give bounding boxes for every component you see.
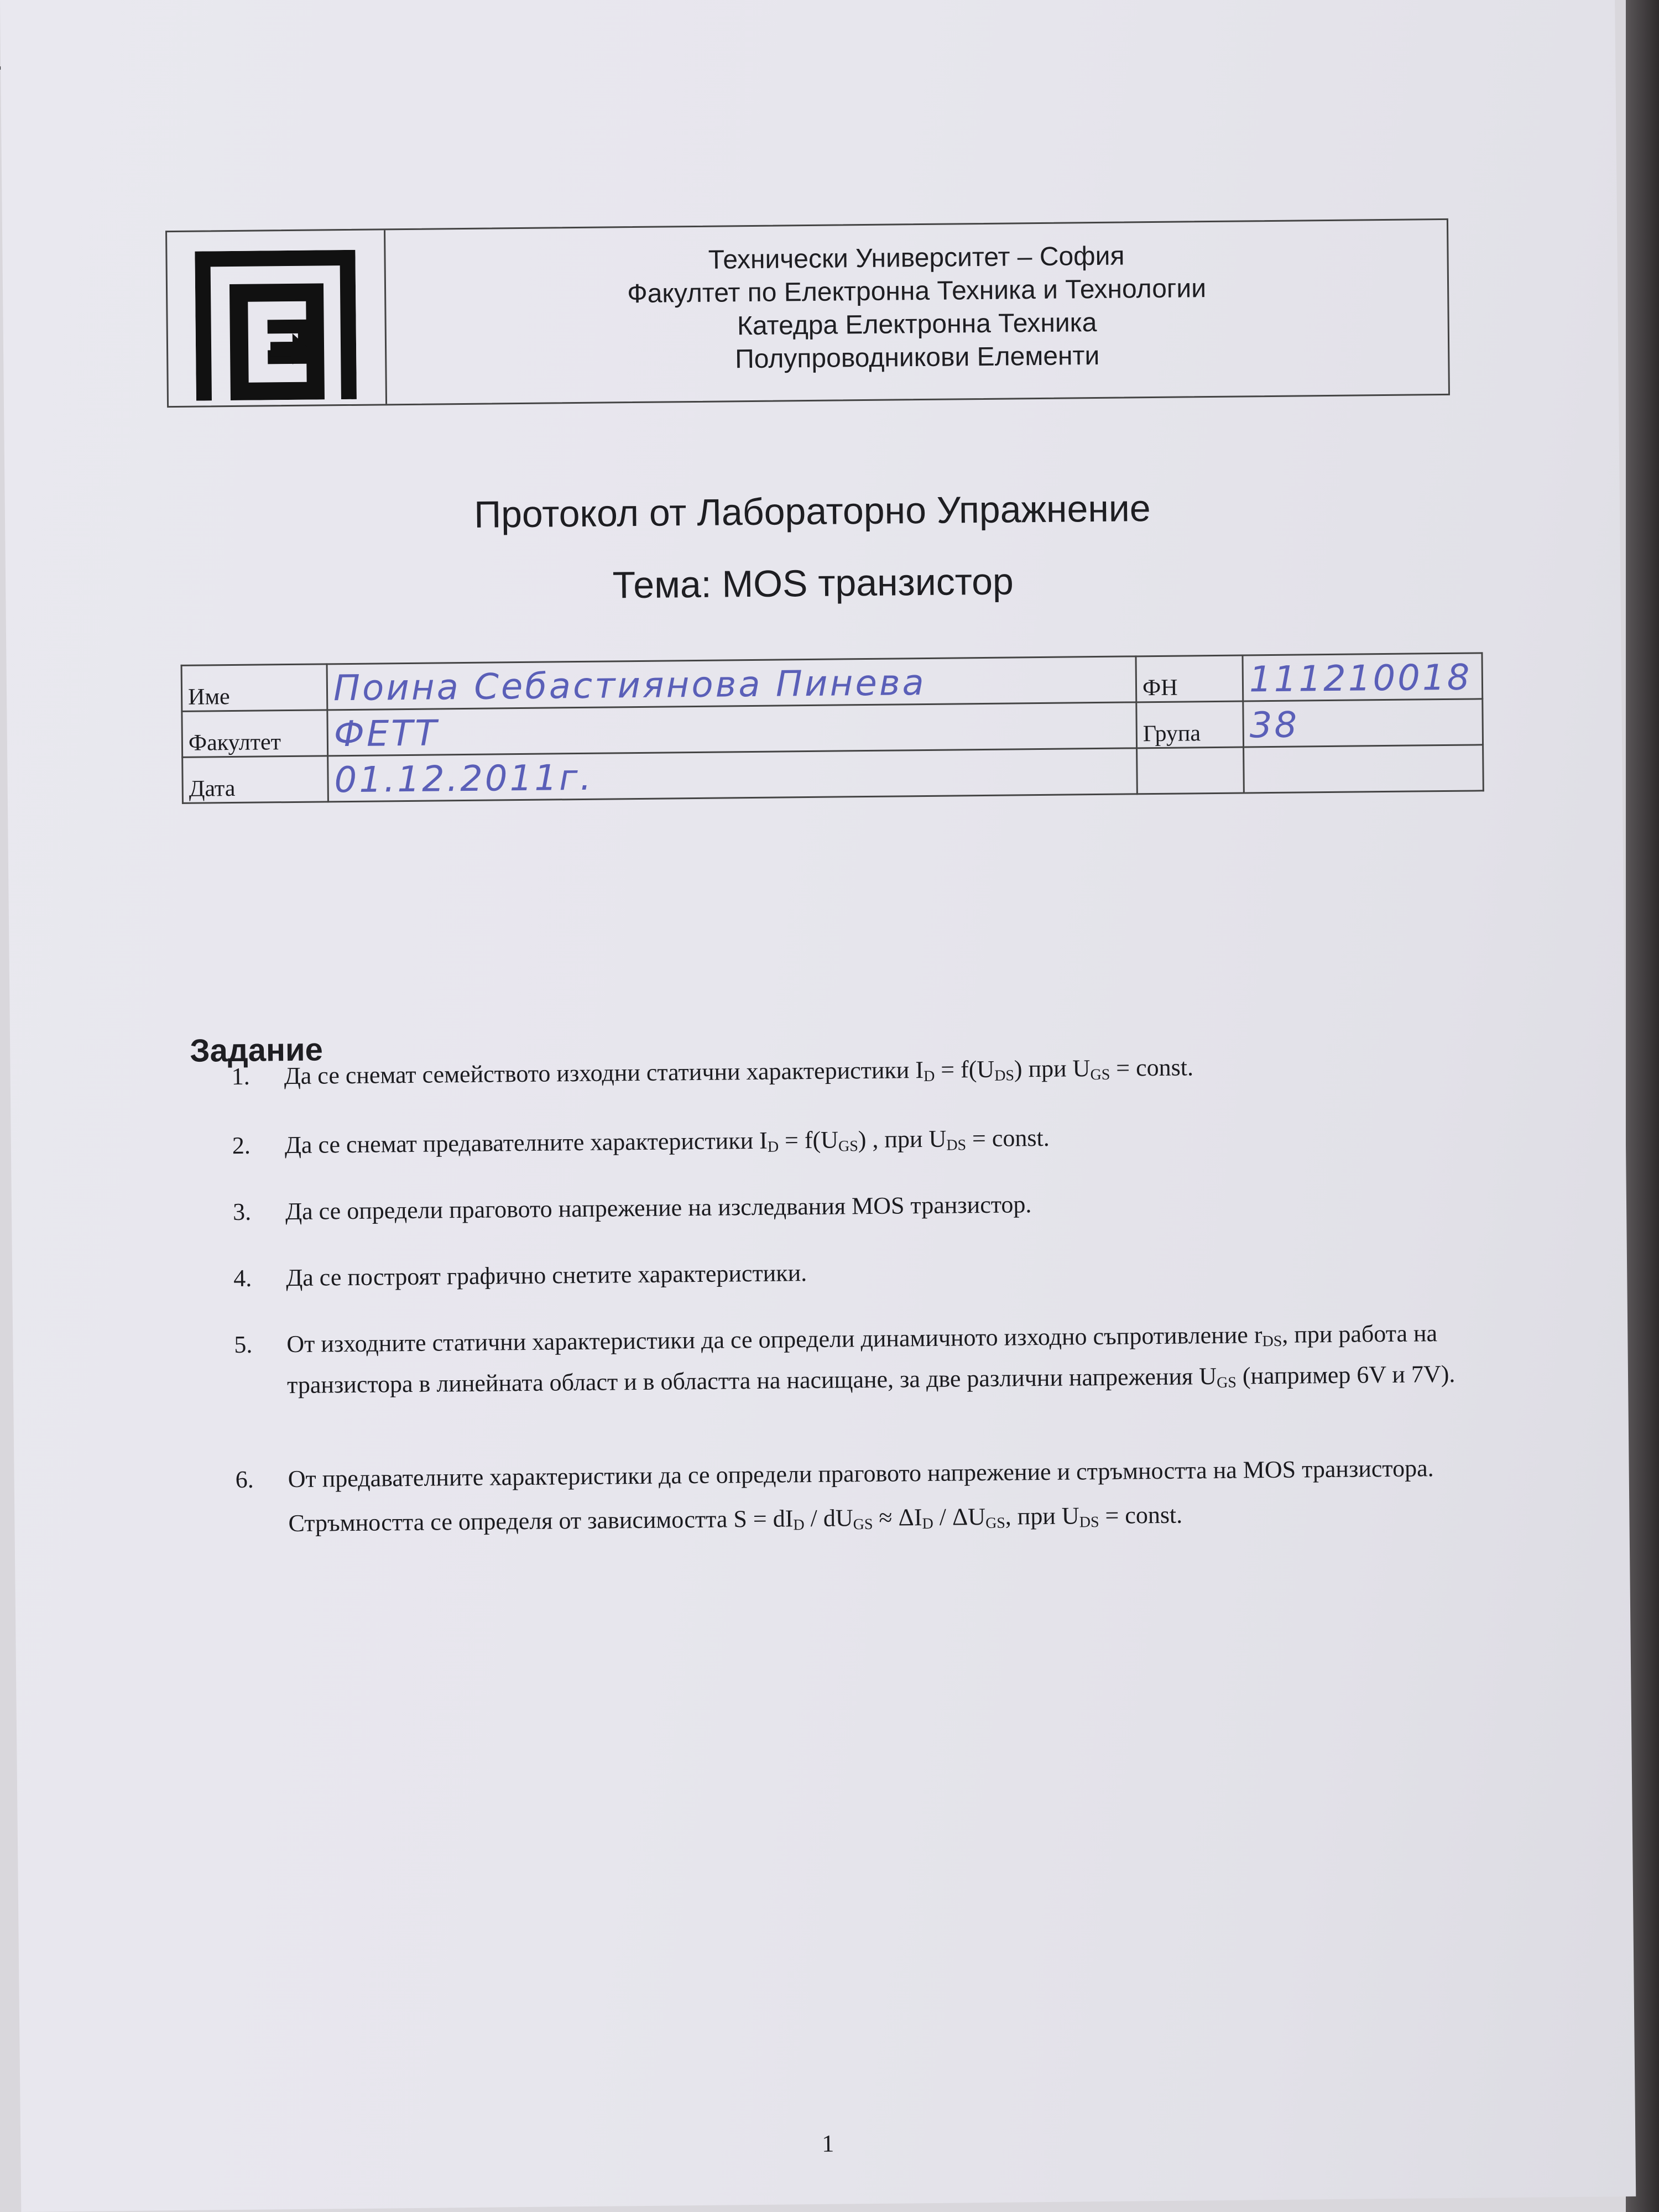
university-header [165, 218, 1450, 408]
group-value [1243, 699, 1483, 747]
page-title: Протокол от Лабораторно Упражнение [473, 487, 1151, 536]
task-list [231, 1047, 1520, 1537]
list-item [234, 1316, 1522, 1399]
list-item [231, 1047, 1520, 1091]
list-item [235, 1446, 1524, 1537]
faculty-handwritten: ФЕТТ [333, 713, 439, 755]
faculty-logo-icon [195, 250, 357, 401]
page-subtitle: Тема: MOS транзистор [612, 560, 1014, 607]
date-label: Дата [182, 756, 328, 804]
task-text: Да се построят графично снетите характеристики. [285, 1259, 807, 1292]
task-number: 6. [235, 1465, 254, 1494]
task-text: Да се определи праговото напрежение на изследвания MOS транзистор. [285, 1191, 1032, 1225]
task-text: Да се снемат семейството изходни статични характеристики $I_D = f(U_{DS})$ при $U_{GS}$ = const. [284, 1053, 1194, 1090]
fn-handwritten: 111210018 [1249, 657, 1472, 701]
task-text: От предавателните характеристики да се определи праговото напрежение и стръмността на MOS транзистора. Стръмността се определя от зависимостта $S = dI_D / dU_{GS} \approx \Delta I_D / \Delta U_{GS}$, при $U_{DS}$ = const. [288, 1454, 1434, 1537]
list-item [233, 1249, 1522, 1292]
faculty-label: Факултет [182, 710, 328, 758]
empty-cell [1137, 747, 1244, 794]
faculty-value [327, 702, 1137, 756]
empty-cell [1244, 745, 1484, 793]
student-info-table [181, 652, 1484, 804]
task-text: От изходните статични характеристики да се определи динамичното изходно съпротивление $r_{DS}$, при работа на транзистора в линейната област и в областта на насищане, за две различни напрежения $U_{GS}$ (например 6V и 7V). [286, 1319, 1455, 1399]
university-name: Технически Университет – София [708, 241, 1125, 275]
task-number: 5. [234, 1331, 253, 1359]
department-name: Катедра Електронна Техника [737, 307, 1097, 341]
task-heading: Задание [189, 1031, 324, 1069]
date-handwritten: 01.12.2011г. [334, 757, 594, 801]
name-handwritten: Поина Себастиянова Пинева [333, 662, 927, 709]
logo-cell [167, 230, 387, 406]
course-name: Полупроводникови Елементи [735, 341, 1100, 374]
group-label: Група [1136, 701, 1244, 748]
list-item [232, 1117, 1521, 1160]
header-text [385, 237, 1448, 379]
task-number: 2. [232, 1131, 251, 1160]
fn-value [1243, 653, 1483, 701]
name-label: Име [181, 664, 327, 712]
fn-label: ФН [1136, 655, 1243, 702]
task-number: 3. [232, 1198, 252, 1226]
page-number: 1 [822, 2130, 834, 2157]
group-handwritten: 38 [1249, 705, 1300, 747]
name-value [327, 656, 1136, 710]
list-item [232, 1183, 1521, 1226]
task-number: 4. [233, 1264, 252, 1292]
task-number: 1. [231, 1062, 250, 1091]
date-value [328, 748, 1138, 802]
task-text: Да се снемат предавателните характеристики $I_D = f(U_{GS})$ , при $U_{DS}$ = const. [284, 1124, 1050, 1159]
faculty-name: Факултет по Електронна Техника и Технологии [627, 274, 1207, 309]
